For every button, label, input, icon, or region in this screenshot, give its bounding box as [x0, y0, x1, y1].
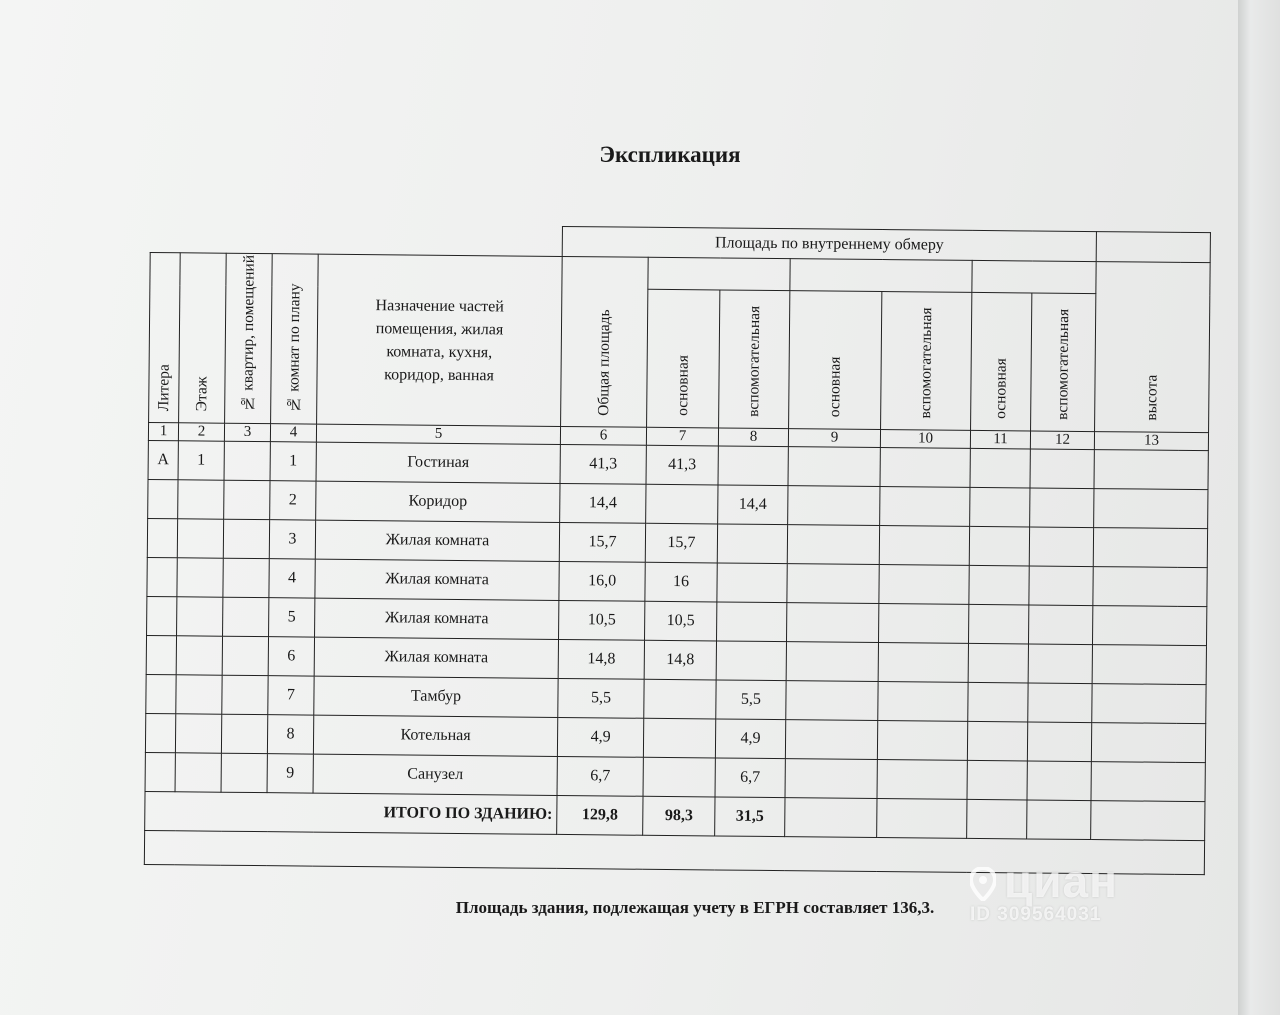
empty-cell [1027, 722, 1091, 762]
cell-room-no: 5 [269, 598, 315, 637]
cell-total-area: 5,5 [558, 678, 644, 718]
empty-cell [969, 526, 1029, 566]
cell-litera [146, 674, 176, 713]
cell-total-area: 10,5 [559, 600, 645, 640]
column-number: 5 [316, 424, 560, 444]
empty-cell [1093, 567, 1207, 607]
cell-main-area: 16 [645, 562, 717, 602]
empty-cell [1091, 801, 1205, 841]
header-subgroup-3 [972, 260, 1096, 293]
header-total-area: Общая площадь [561, 256, 649, 427]
empty-cell [878, 643, 968, 683]
cell-purpose: Санузел [313, 754, 557, 795]
cell-purpose: Жилая комната [314, 637, 558, 678]
cell-litera [147, 518, 177, 557]
empty-cell [1030, 449, 1094, 489]
empty-cell [967, 799, 1027, 839]
cell-main-area: 14,8 [644, 640, 716, 680]
cell-total-area: 15,7 [559, 522, 645, 562]
empty-cell [1029, 605, 1093, 645]
cell-room-no: 8 [267, 715, 313, 754]
empty-cell [1094, 450, 1208, 490]
table-body [145, 440, 1208, 801]
empty-cell [785, 759, 877, 799]
cell-litera [145, 713, 175, 752]
watermark [970, 855, 1118, 926]
cell-main-area [644, 679, 716, 719]
empty-cell [1094, 489, 1208, 529]
empty-cell [880, 448, 970, 488]
empty-cell [786, 642, 878, 682]
cell-main-area [646, 484, 718, 524]
cell-floor [177, 519, 223, 558]
group-header: Площадь по внутреннему обмеру [562, 226, 1096, 261]
column-number: 11 [970, 430, 1030, 449]
header-aux-10: вспомогательная [881, 292, 972, 431]
cell-floor: 1 [178, 441, 224, 480]
cell-aux-area [717, 563, 787, 603]
totals-total-area: 129,8 [557, 795, 643, 835]
empty-cell [1027, 800, 1091, 840]
cell-aux-area: 14,4 [718, 485, 788, 525]
empty-cell [1093, 528, 1207, 568]
empty-cell [785, 798, 877, 838]
cell-aux-area [718, 446, 788, 486]
cell-apartment-no [223, 558, 269, 597]
cell-total-area: 4,9 [557, 717, 643, 757]
cell-litera [147, 596, 177, 635]
cell-main-area [643, 757, 715, 797]
cell-aux-area: 5,5 [716, 680, 786, 720]
cell-apartment-no [223, 597, 269, 636]
cell-purpose: Гостиная [316, 442, 560, 483]
watermark-brand: циан [1004, 855, 1118, 907]
cell-main-area [643, 718, 715, 758]
cell-apartment-no [222, 675, 268, 714]
totals-aux-area: 31,5 [715, 797, 785, 837]
column-number: 4 [270, 424, 316, 442]
cell-room-no: 9 [267, 754, 313, 793]
cell-purpose: Жилая комната [315, 598, 559, 639]
empty-cell [877, 760, 967, 800]
header-room-no: № комнат по плану [271, 254, 319, 424]
empty-cell [970, 487, 1030, 527]
column-number: 1 [148, 422, 178, 440]
header-floor: Этаж [179, 253, 227, 423]
cell-apartment-no [221, 714, 267, 753]
empty-cell [1028, 683, 1092, 723]
cell-floor [177, 597, 223, 636]
cell-main-area: 10,5 [645, 601, 717, 641]
cell-main-area: 15,7 [645, 523, 717, 563]
cell-litera: А [148, 440, 178, 479]
cell-room-no: 2 [270, 481, 316, 520]
empty-cell [878, 682, 968, 722]
cell-room-no: 1 [270, 442, 316, 481]
cell-litera [145, 752, 175, 791]
empty-cell [787, 564, 879, 604]
empty-cell [877, 799, 967, 839]
column-number: 6 [560, 426, 646, 445]
cell-room-no: 7 [268, 676, 314, 715]
header-main-7: основная [647, 289, 720, 428]
cell-total-area: 14,8 [558, 639, 644, 679]
cell-litera [146, 635, 176, 674]
watermark-id: ID 309564031 [970, 904, 1102, 925]
empty-cell [1091, 762, 1205, 802]
cell-total-area: 16,0 [559, 561, 645, 601]
cell-apartment-no [222, 636, 268, 675]
empty-cell [877, 721, 967, 761]
explication-table [144, 222, 1211, 875]
header-main-9: основная [789, 291, 882, 430]
totals-main-area: 98,3 [643, 796, 715, 836]
cell-aux-area: 6,7 [715, 758, 785, 798]
cell-aux-area [716, 641, 786, 681]
header-purpose: Назначение частей помещения, жилая комната, кухня, коридор, ванная [317, 254, 563, 426]
cell-purpose: Котельная [313, 715, 557, 756]
empty-cell [968, 643, 1028, 683]
cell-floor [177, 558, 223, 597]
column-number: 2 [178, 423, 224, 441]
header-subgroup-2 [790, 259, 972, 293]
header-height: высота [1095, 262, 1211, 433]
cell-floor [175, 714, 221, 753]
empty-cell [968, 682, 1028, 722]
cell-purpose: Коридор [316, 481, 560, 522]
empty-cell [787, 525, 879, 565]
empty-cell [788, 447, 880, 487]
empty-cell [879, 604, 969, 644]
document-title: Экспликация [599, 142, 741, 167]
location-pin-icon [970, 867, 996, 901]
empty-cell [969, 604, 1029, 644]
cell-apartment-no [224, 480, 270, 519]
cell-room-no: 3 [269, 520, 315, 559]
empty-cell [785, 720, 877, 760]
empty-cell [787, 603, 879, 643]
cell-apartment-no [221, 753, 267, 792]
cell-room-no: 4 [269, 559, 315, 598]
header-aux-8: вспомогательная [719, 290, 790, 429]
empty-cell [879, 565, 969, 605]
header-litera: Литера [149, 253, 181, 423]
cell-purpose: Жилая комната [315, 559, 559, 600]
column-number: 8 [718, 428, 788, 447]
cell-floor [175, 753, 221, 792]
empty-cell [786, 681, 878, 721]
blank-corner [150, 223, 562, 257]
cell-total-area: 41,3 [560, 444, 646, 484]
cell-apartment-no [223, 519, 269, 558]
empty-cell [788, 486, 880, 526]
column-number: 3 [224, 423, 270, 441]
blank-header-cell [1096, 232, 1210, 263]
cell-total-area: 6,7 [557, 756, 643, 796]
watermark-logo [970, 855, 1118, 907]
cell-litera [148, 479, 178, 518]
empty-cell [880, 487, 970, 527]
cell-apartment-no [224, 441, 270, 480]
cell-purpose: Тамбур [314, 676, 558, 717]
cell-floor [178, 480, 224, 519]
cell-aux-area [717, 602, 787, 642]
empty-cell [1028, 644, 1092, 684]
empty-cell [1027, 761, 1091, 801]
empty-cell [879, 526, 969, 566]
header-main-11: основная [971, 292, 1032, 431]
empty-cell [1029, 527, 1093, 567]
empty-cell [970, 448, 1030, 488]
empty-cell [1092, 684, 1206, 724]
column-number: 9 [788, 429, 880, 448]
column-number: 7 [646, 427, 718, 446]
column-number: 13 [1094, 432, 1208, 451]
empty-cell [1029, 566, 1093, 606]
totals-label: ИТОГО ПО ЗДАНИЮ: [145, 791, 557, 834]
column-number: 12 [1030, 431, 1094, 450]
cell-room-no: 6 [268, 637, 314, 676]
column-number: 10 [880, 430, 970, 449]
empty-cell [967, 760, 1027, 800]
empty-cell [1091, 723, 1205, 763]
cell-purpose: Жилая комната [315, 520, 559, 561]
empty-cell [969, 565, 1029, 605]
cell-floor [176, 636, 222, 675]
header-aux-12: вспомогательная [1031, 293, 1096, 432]
cell-floor [176, 675, 222, 714]
cell-aux-area [717, 524, 787, 564]
cell-total-area: 14,4 [560, 483, 646, 523]
footer-note: Площадь здания, подлежащая учету в ЕГРН составляет 136,3. [455, 898, 935, 917]
cell-main-area: 41,3 [646, 445, 718, 485]
header-apartment-no: № квартир, помещений [225, 253, 273, 423]
empty-cell [1092, 645, 1206, 685]
empty-cell [1093, 606, 1207, 646]
header-subgroup-1 [648, 257, 790, 290]
empty-cell [1030, 488, 1094, 528]
cell-aux-area: 4,9 [715, 719, 785, 759]
explication-table-wrapper [144, 222, 1210, 875]
empty-cell [967, 721, 1027, 761]
cell-litera [147, 557, 177, 596]
